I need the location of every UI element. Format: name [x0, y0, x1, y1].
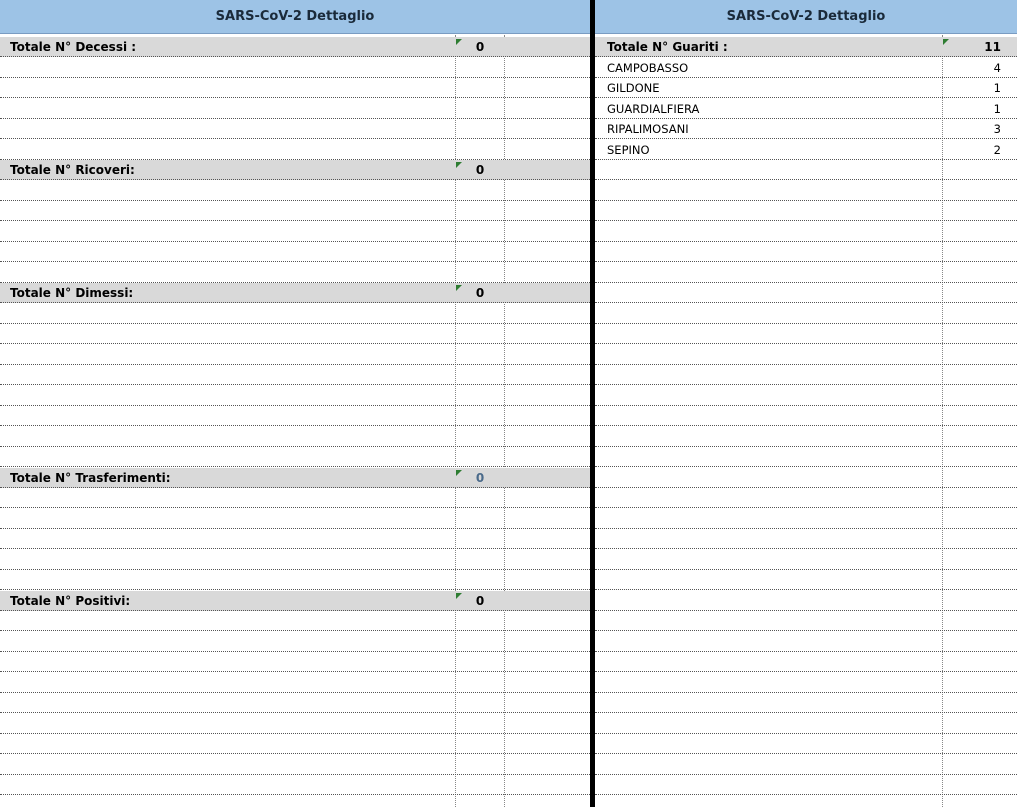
item-name: CAMPOBASSO: [607, 61, 689, 75]
empty-row[interactable]: [595, 468, 1017, 488]
empty-row[interactable]: [0, 529, 590, 549]
empty-row[interactable]: [0, 652, 590, 672]
empty-row[interactable]: [595, 201, 1017, 221]
total-row[interactable]: [0, 283, 590, 303]
empty-row[interactable]: [0, 570, 590, 590]
item-value: 1: [993, 102, 1001, 116]
empty-row[interactable]: [595, 550, 1017, 570]
empty-row[interactable]: [595, 673, 1017, 693]
empty-row[interactable]: [595, 242, 1017, 262]
empty-row[interactable]: [0, 714, 590, 734]
total-label: Totale N° Guariti :: [607, 40, 728, 54]
item-name: SEPINO: [607, 143, 650, 157]
empty-row[interactable]: [595, 304, 1017, 324]
empty-row[interactable]: [0, 58, 590, 78]
total-row[interactable]: [0, 37, 590, 57]
empty-row[interactable]: [0, 755, 590, 775]
total-row[interactable]: [0, 160, 590, 180]
empty-row[interactable]: [0, 345, 590, 365]
empty-row[interactable]: [0, 406, 590, 426]
empty-row[interactable]: [595, 714, 1017, 734]
empty-row[interactable]: [0, 181, 590, 201]
cell-comment-flag-icon: [456, 39, 462, 45]
empty-row[interactable]: [0, 632, 590, 652]
empty-row[interactable]: [595, 427, 1017, 447]
empty-row[interactable]: [0, 673, 590, 693]
total-row[interactable]: [0, 591, 590, 611]
empty-row[interactable]: [0, 140, 590, 160]
list-item[interactable]: [595, 78, 1017, 98]
item-value: 4: [993, 61, 1001, 75]
empty-row[interactable]: [595, 734, 1017, 754]
empty-row[interactable]: [0, 427, 590, 447]
empty-row[interactable]: [0, 693, 590, 713]
empty-row[interactable]: [0, 119, 590, 139]
empty-row[interactable]: [595, 406, 1017, 426]
cell-comment-flag-icon: [456, 162, 462, 168]
total-value: 0: [475, 163, 485, 177]
total-label: Totale N° Trasferimenti:: [10, 471, 171, 485]
item-name: RIPALIMOSANI: [607, 122, 689, 136]
empty-row[interactable]: [595, 591, 1017, 611]
total-value: 11: [984, 40, 1001, 54]
empty-row[interactable]: [0, 447, 590, 467]
empty-row[interactable]: [595, 222, 1017, 242]
cell-comment-flag-icon: [456, 285, 462, 291]
total-value: 0: [475, 286, 485, 300]
total-row[interactable]: [0, 468, 590, 488]
total-label: Totale N° Positivi:: [10, 594, 131, 608]
empty-row[interactable]: [595, 529, 1017, 549]
right-panel-header: SARS-CoV-2 Dettaglio: [595, 0, 1017, 34]
empty-row[interactable]: [0, 324, 590, 344]
empty-row[interactable]: [595, 570, 1017, 590]
empty-row[interactable]: [0, 304, 590, 324]
empty-row[interactable]: [595, 796, 1017, 807]
empty-row[interactable]: [595, 509, 1017, 529]
empty-row[interactable]: [595, 488, 1017, 508]
empty-row[interactable]: [595, 160, 1017, 180]
cell-comment-flag-icon: [943, 39, 949, 45]
empty-row[interactable]: [0, 550, 590, 570]
empty-row[interactable]: [0, 99, 590, 119]
total-value: 0: [475, 40, 485, 54]
cell-comment-flag-icon: [456, 470, 462, 476]
list-item[interactable]: [595, 140, 1017, 160]
total-label: Totale N° Ricoveri:: [10, 163, 135, 177]
list-item[interactable]: [595, 58, 1017, 78]
list-item[interactable]: [595, 119, 1017, 139]
empty-row[interactable]: [595, 386, 1017, 406]
empty-row[interactable]: [0, 201, 590, 221]
item-value: 1: [993, 81, 1001, 95]
total-label: Totale N° Decessi :: [10, 40, 137, 54]
cell-comment-flag-icon: [456, 593, 462, 599]
empty-row[interactable]: [595, 693, 1017, 713]
empty-row[interactable]: [0, 488, 590, 508]
empty-row[interactable]: [0, 263, 590, 283]
empty-row[interactable]: [0, 796, 590, 807]
empty-row[interactable]: [595, 611, 1017, 631]
empty-row[interactable]: [595, 345, 1017, 365]
total-value: 0: [475, 471, 485, 485]
empty-row[interactable]: [595, 263, 1017, 283]
empty-row[interactable]: [595, 447, 1017, 467]
item-name: GUARDIALFIERA: [607, 102, 700, 116]
empty-row[interactable]: [0, 734, 590, 754]
empty-row[interactable]: [595, 181, 1017, 201]
empty-row[interactable]: [0, 78, 590, 98]
item-name: GILDONE: [607, 81, 660, 95]
empty-row[interactable]: [0, 509, 590, 529]
empty-row[interactable]: [595, 652, 1017, 672]
empty-row[interactable]: [595, 283, 1017, 303]
total-label: Totale N° Dimessi:: [10, 286, 134, 300]
empty-row[interactable]: [0, 775, 590, 795]
right-detail-panel: [595, 0, 1017, 807]
empty-row[interactable]: [0, 365, 590, 385]
list-item[interactable]: [595, 99, 1017, 119]
empty-row[interactable]: [0, 242, 590, 262]
empty-row[interactable]: [595, 775, 1017, 795]
empty-row[interactable]: [595, 324, 1017, 344]
empty-row[interactable]: [0, 222, 590, 242]
total-row[interactable]: [595, 37, 1017, 57]
empty-row[interactable]: [0, 386, 590, 406]
total-value: 0: [475, 594, 485, 608]
item-value: 2: [993, 143, 1001, 157]
empty-row[interactable]: [595, 632, 1017, 652]
item-value: 3: [993, 122, 1001, 136]
empty-row[interactable]: [0, 611, 590, 631]
empty-row[interactable]: [595, 755, 1017, 775]
empty-row[interactable]: [595, 365, 1017, 385]
left-panel-header: SARS-CoV-2 Dettaglio: [0, 0, 590, 34]
